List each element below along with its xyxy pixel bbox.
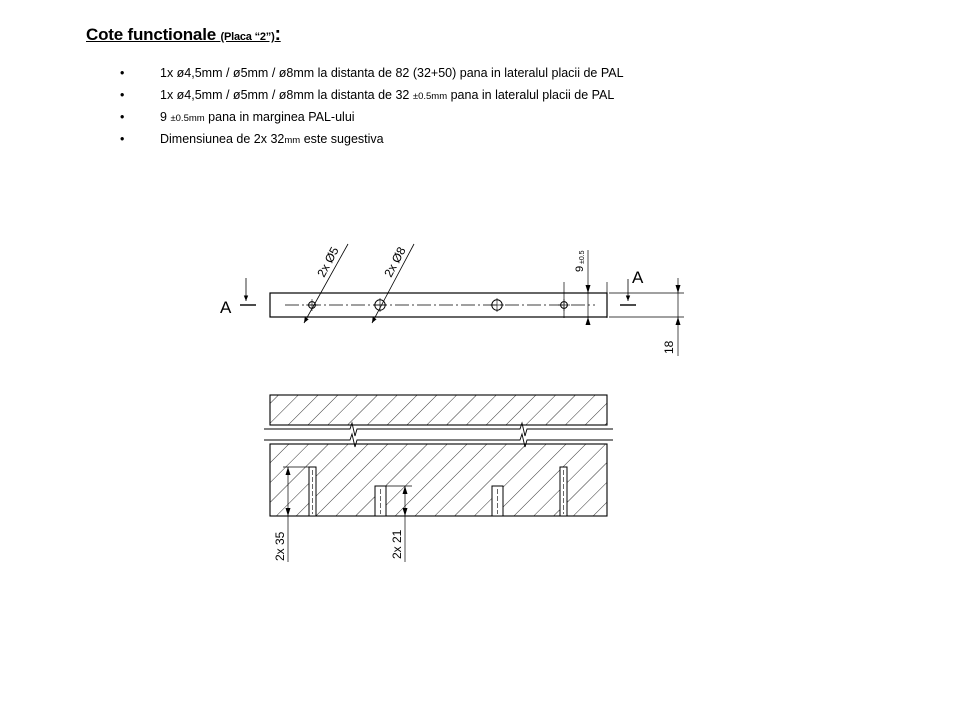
hole-d8-right xyxy=(490,298,504,312)
drill-hole-21-left xyxy=(375,486,386,516)
section-label-left: A xyxy=(220,298,232,317)
note-text: 1x ø4,5mm / ø5mm / ø8mm la distanta de 32 xyxy=(160,88,413,102)
note-text: Dimensiunea de 2x 32 xyxy=(160,132,285,146)
note-tolerance: mm xyxy=(284,135,301,146)
title-main: Cote functionale xyxy=(86,25,216,44)
hole-d8-left xyxy=(373,298,387,312)
label-18: 18 xyxy=(662,340,676,354)
dim-9-arrow-bottom xyxy=(586,317,591,325)
section-view xyxy=(264,395,613,562)
note-tolerance: ±0.5mm xyxy=(170,113,205,124)
note-text: pana in lateralul placii de PAL xyxy=(447,88,615,102)
drill-hole-35-right xyxy=(560,467,567,516)
section-upper-part xyxy=(270,395,607,425)
dim-18-arrow-top xyxy=(676,285,681,293)
note-text: este sugestiva xyxy=(300,132,384,146)
drill-hole-21-right xyxy=(492,486,503,516)
drill-hole-35-left xyxy=(309,467,316,516)
label-35: 2x 35 xyxy=(273,531,287,561)
note-text: 9 xyxy=(160,110,171,124)
note-text: pana in marginea PAL-ului xyxy=(204,110,355,124)
bullet: • xyxy=(120,88,125,102)
label-d8: 2x Ø8 xyxy=(381,244,409,280)
bullet: • xyxy=(120,110,125,124)
label-9: 9 xyxy=(574,265,586,272)
dim-18-arrow-bottom xyxy=(676,317,681,325)
label-9-tolerance: ±0.5 xyxy=(579,250,586,264)
top-view xyxy=(220,244,684,356)
label-d5: 2x Ø5 xyxy=(314,244,342,280)
title-colon: : xyxy=(274,24,281,45)
section-label-right: A xyxy=(632,268,644,287)
note-tolerance: ±0.5mm xyxy=(412,91,448,102)
section-lower-part xyxy=(270,444,607,516)
note-text: 1x ø4,5mm / ø5mm / ø8mm la distanta de 82 (32+50) pana in lateralul placii de PAL xyxy=(160,66,624,80)
title-sub: (Placa “2”) xyxy=(220,31,275,43)
label-21: 2x 21 xyxy=(390,529,404,559)
bullet: • xyxy=(120,132,125,146)
bullet: • xyxy=(120,66,125,80)
dim-9-arrow-top xyxy=(586,285,591,293)
